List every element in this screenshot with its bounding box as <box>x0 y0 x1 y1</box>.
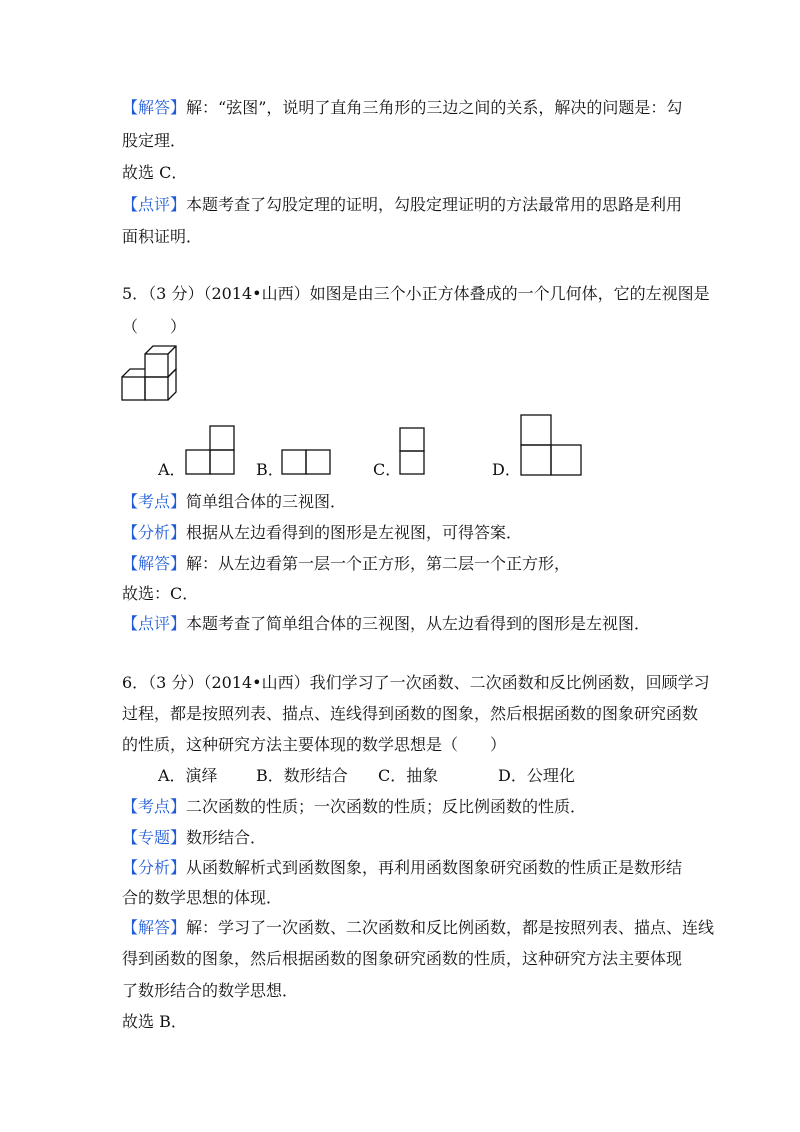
q6-stem-line-1: 6．（3 分）（2014•山西）我们学习了一次函数、二次函数和反比例函数，回顾学习 <box>122 673 710 692</box>
q5-point-line <box>122 491 702 513</box>
q5-answer-text: 解：从左边看第一层一个正方形，第二层一个正方形， <box>186 554 571 573</box>
q6-answer-text-1: 解：学习了一次函数、二次函数和反比例函数，都是按照列表、描点、连线 <box>186 918 715 937</box>
answer-tag: 【解答】 <box>122 554 187 573</box>
comment-tag: 【点评】 <box>122 195 187 214</box>
q5-option-d-figure <box>520 414 582 476</box>
q5-option-b-label: B． <box>256 460 284 479</box>
analysis-tag: 【分析】 <box>122 858 187 877</box>
q4-answer-line-2: 股定理． <box>122 131 187 150</box>
q6-point-line <box>122 796 702 818</box>
q6-answer-line-1 <box>122 917 715 939</box>
q5-option-d-label: D． <box>492 460 521 479</box>
q4-choose: 故选 C． <box>122 163 188 182</box>
q6-analysis-text-1: 从函数解析式到函数图象，再利用函数图象研究函数的性质正是数形结 <box>186 858 683 877</box>
q6-choose: 故选 B． <box>122 1012 187 1031</box>
q5-point-text: 简单组合体的三视图． <box>186 492 347 511</box>
q5-solid-figure <box>118 344 184 406</box>
q4-answer-text-1: 解：“弦图”，说明了直角三角形的三边之间的关系，解决的问题是：勾 <box>186 98 683 117</box>
analysis-tag: 【分析】 <box>122 523 187 542</box>
q6-stem-line-2: 过程，都是按照列表、描点、连线得到函数的图象，然后根据函数的图象研究函数 <box>122 704 699 723</box>
q4-comment-line-1 <box>122 194 702 216</box>
q6-point-text: 二次函数的性质；一次函数的性质；反比例函数的性质． <box>186 797 587 816</box>
q6-stem-line-3: 的性质，这种研究方法主要体现的数学思想是（ ） <box>122 735 507 754</box>
q6-answer-line-2: 得到函数的图象，然后根据函数的图象研究函数的性质，这种研究方法主要体现 <box>122 949 683 968</box>
q5-option-c-label: C． <box>373 460 402 479</box>
answer-tag: 【解答】 <box>122 98 187 117</box>
q6-analysis-line-2: 合的数学思想的体现． <box>122 888 283 907</box>
q4-comment-line-2: 面积证明． <box>122 227 203 246</box>
comment-tag: 【点评】 <box>122 614 187 633</box>
q5-stem-line-1: 5．（3 分）（2014•山西）如图是由三个小正方体叠成的一个几何体，它的左视图是 <box>122 284 710 303</box>
q6-option-b: B．数形结合 <box>256 766 348 785</box>
q6-topic-line <box>122 827 702 849</box>
q5-option-b-figure <box>281 449 331 475</box>
q6-analysis-line-1 <box>122 857 702 879</box>
q6-option-c: C．抽象 <box>378 766 439 785</box>
q5-comment-text: 本题考查了简单组合体的三视图，从左边看得到的图形是左视图． <box>186 614 651 633</box>
q5-comment-line <box>122 613 702 635</box>
q5-option-a-figure <box>185 425 235 475</box>
q5-stem-line-2: （ ） <box>122 317 187 336</box>
topic-tag: 【专题】 <box>122 828 187 847</box>
q6-option-d: D．公理化 <box>498 766 575 785</box>
q5-analysis-line <box>122 522 702 544</box>
point-tag: 【考点】 <box>122 492 187 511</box>
answer-tag: 【解答】 <box>122 918 187 937</box>
q5-answer-line <box>122 553 702 575</box>
q5-choose: 故选：C． <box>122 584 199 603</box>
q4-comment-text-1: 本题考查了勾股定理的证明，勾股定理证明的方法最常用的思路是利用 <box>186 195 683 214</box>
q6-answer-line-3: 了数形结合的数学思想． <box>122 981 299 1000</box>
q5-option-a-label: A． <box>158 460 186 479</box>
q4-answer-line-1 <box>122 97 702 119</box>
q6-topic-text: 数形结合． <box>186 828 267 847</box>
q5-analysis-text: 根据从左边看得到的图形是左视图，可得答案． <box>186 523 523 542</box>
point-tag: 【考点】 <box>122 797 187 816</box>
q6-option-a: A．演绎 <box>158 766 218 785</box>
q6-options <box>158 765 738 787</box>
q5-option-c-figure <box>399 427 425 475</box>
